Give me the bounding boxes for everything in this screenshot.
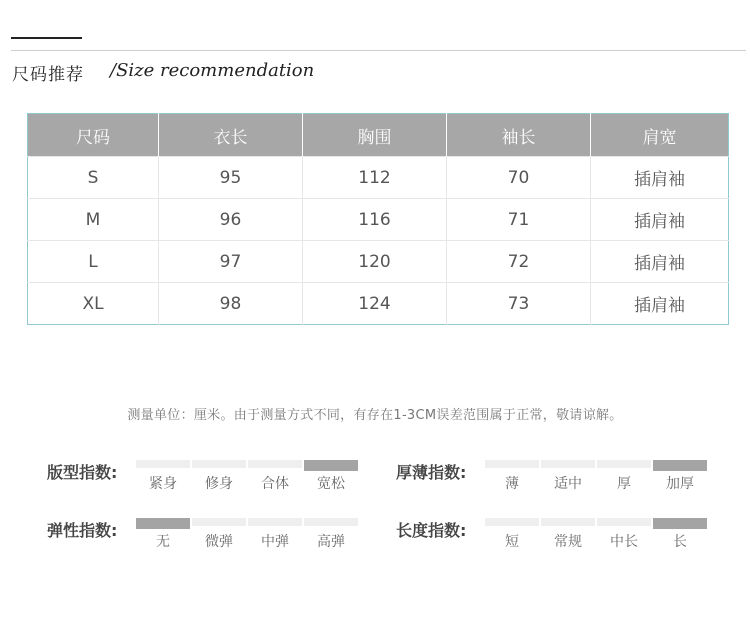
table-cell: 97 [159,241,303,283]
scale-segment [541,518,595,526]
scale-option-label: 厚 [617,476,631,492]
scale-option [541,518,595,551]
scale-option-label: 长 [673,534,687,550]
scale-option [136,518,190,551]
scale-segment [192,460,246,468]
size-table [27,113,729,325]
measurement-note: 测量单位：厘米。由于测量方式不同，有存在1-3CM误差范围属于正常，敬请谅解。 [127,408,623,423]
scale-option-label: 常规 [554,534,582,550]
scale-option-label: 紧身 [149,476,177,492]
thickness-index-label: 厚薄指数: [396,463,467,482]
table-cell: 124 [303,283,447,325]
scale-segment [597,518,651,526]
scale-option-label: 加厚 [666,476,694,492]
thickness-index-scale [485,460,707,493]
scale-option [597,518,651,551]
scale-segment-selected [136,518,190,529]
table-cell: 72 [447,241,591,283]
scale-segment [485,518,539,526]
scale-option [485,460,539,493]
scale-option [192,518,246,551]
section-subtitle: /Size recommendation [110,60,315,81]
scale-option [597,460,651,493]
table-cell: 98 [159,283,303,325]
table-row [28,241,729,283]
fit-index-scale [136,460,358,493]
table-cell: 插肩袖 [591,157,729,199]
table-cell: 插肩袖 [591,283,729,325]
scale-segment [248,460,302,468]
section-title: 尺码推荐 [12,65,84,85]
table-cell: 120 [303,241,447,283]
scale-option-label: 薄 [505,476,519,492]
scale-segment [248,518,302,526]
header-divider [11,50,746,51]
scale-option [192,460,246,493]
scale-segment [485,460,539,468]
scale-segment [541,460,595,468]
length-index-scale [485,518,707,551]
table-cell: 95 [159,157,303,199]
length-index-label: 长度指数: [396,521,467,540]
table-cell: 73 [447,283,591,325]
scale-segment [136,460,190,468]
scale-option-label: 中长 [610,534,638,550]
scale-option-label: 无 [156,534,170,550]
table-cell: S [28,157,159,199]
table-cell: 112 [303,157,447,199]
column-header: 肩宽 [591,114,729,157]
table-header-row [28,114,729,157]
table-cell: 116 [303,199,447,241]
scale-option-label: 高弹 [317,534,345,550]
scale-option [248,460,302,493]
scale-option-label: 合体 [261,476,289,492]
table-row [28,157,729,199]
scale-option-label: 适中 [554,476,582,492]
scale-segment-selected [653,460,707,471]
table-cell: 71 [447,199,591,241]
table-cell: 70 [447,157,591,199]
scale-option-label: 短 [505,534,519,550]
table-cell: M [28,199,159,241]
table-cell: 插肩袖 [591,199,729,241]
scale-segment [192,518,246,526]
column-header: 胸围 [303,114,447,157]
scale-option [304,460,358,493]
table-cell: XL [28,283,159,325]
column-header: 袖长 [447,114,591,157]
column-header: 衣长 [159,114,303,157]
table-row [28,199,729,241]
elasticity-index-label: 弹性指数: [47,521,118,540]
scale-option-label: 中弹 [261,534,289,550]
table-row [28,283,729,325]
scale-option [653,518,707,551]
scale-option-label: 宽松 [317,476,345,492]
scale-segment [597,460,651,468]
scale-option-label: 修身 [205,476,233,492]
scale-segment-selected [304,460,358,471]
table-cell: 96 [159,199,303,241]
table-cell: 插肩袖 [591,241,729,283]
column-header: 尺码 [28,114,159,157]
elasticity-index-scale [136,518,358,551]
scale-option [541,460,595,493]
scale-segment-selected [653,518,707,529]
header-accent-bar [11,37,82,39]
scale-option [304,518,358,551]
scale-segment [304,518,358,526]
scale-option [653,460,707,493]
scale-option [485,518,539,551]
fit-index-label: 版型指数: [47,463,118,482]
scale-option [136,460,190,493]
scale-option [248,518,302,551]
scale-option-label: 微弹 [205,534,233,550]
table-cell: L [28,241,159,283]
